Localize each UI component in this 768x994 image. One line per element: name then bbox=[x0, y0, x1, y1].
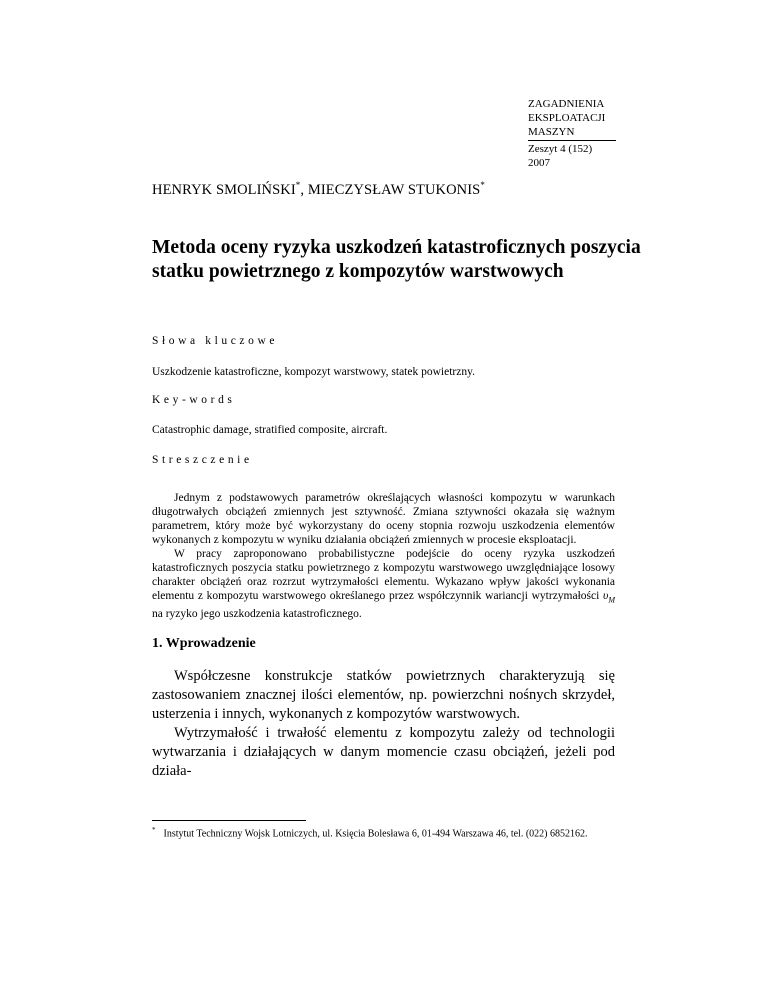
journal-name-line1: ZAGADNIENIA bbox=[528, 98, 605, 110]
keywords-en-heading: Key-words bbox=[152, 394, 236, 406]
body-paragraph-2: Wytrzymałość i trwałość elementu z kompozytu zależy od technologii wytwarzania i działających w danym momencie czasu obciążeń, jeżeli pod działa- bbox=[152, 725, 615, 779]
variance-coefficient-symbol: υ bbox=[603, 590, 609, 602]
journal-name-line2: EKSPLOATACJI bbox=[528, 112, 606, 124]
keywords-pl-heading: Słowa kluczowe bbox=[152, 335, 279, 347]
abstract-paragraph-2 bbox=[152, 547, 615, 621]
keywords-en-text: Catastrophic damage, stratified composite, aircraft. bbox=[152, 424, 388, 436]
journal-issue: Zeszyt 4 (152) 2007 bbox=[528, 140, 616, 170]
paper-title bbox=[152, 236, 672, 284]
abstract-paragraph-2-part-b: na ryzyko jego uszkodzenia katastroficznego. bbox=[152, 608, 362, 621]
abstract-paragraph-2-part-a: W pracy zaproponowano probabilistyczne podejście do oceny ryzyka uszkodzeń katastroficznych poszycia statku powietrznego z kompozytu warstwowego uwzględniające losowy charakter obciążeń oraz rozrzut wytrzymałości elementu. Wykazano wpływ jakości wykonania elementu z kompozytu warstwowego określanego przez współczynnik wariancji wytrzymałości bbox=[152, 548, 615, 602]
abstract-heading: Streszczenie bbox=[152, 454, 253, 466]
paper-title-line2: statku powietrznego z kompozytów warstwowych bbox=[152, 261, 564, 282]
journal-info bbox=[528, 97, 616, 170]
variance-coefficient-subscript: M bbox=[608, 595, 615, 605]
author-1: HENRYK SMOLIŃSKI bbox=[152, 181, 296, 198]
footnote-mark: * bbox=[152, 826, 156, 834]
author-1-footnote-mark: * bbox=[295, 180, 301, 190]
footnote-text: Instytut Techniczny Wojsk Lotniczych, ul. Księcia Bolesława 6, 01-494 Warszawa 46, tel. (022) 6852162. bbox=[163, 828, 588, 840]
author-2-footnote-mark: * bbox=[480, 180, 485, 190]
paper-title-line1: Metoda oceny ryzyka uszkodzeń katastroficznych poszycia bbox=[152, 237, 641, 258]
footnote bbox=[152, 826, 587, 839]
body-paragraph-1: Współczesne konstrukcje statków powietrznych charakteryzują się zastosowaniem znacznej ilości elementów, np. powierzchni nośnych skrzydeł, usterzenia i innych, wykonanych z kompozytów warstwowych. bbox=[152, 668, 615, 722]
section-heading: 1. Wprowadzenie bbox=[152, 636, 256, 651]
keywords-pl-text: Uszkodzenie katastroficzne, kompozyt warstwowy, statek powietrzny. bbox=[152, 366, 475, 378]
authors bbox=[152, 180, 485, 199]
footnote-divider bbox=[152, 820, 306, 821]
journal-name-line3: MASZYN bbox=[528, 126, 575, 138]
section-body bbox=[152, 667, 615, 781]
abstract bbox=[152, 491, 615, 621]
author-separator: , bbox=[300, 181, 308, 198]
abstract-paragraph-1: Jednym z podstawowych parametrów określających własności kompozytu w warunkach długotrwałych obciążeń zmiennych jest sztywność. Zmiana sztywności okazała się ważnym parametrem, który może być wykorzystany do oceny stopnia rozwoju uszkodzenia elementów wykonanych z kompozytu w wyniku działania obciążeń zmiennych w procesie eksploatacji. bbox=[152, 492, 615, 546]
author-2: MIECZYSŁAW STUKONIS bbox=[307, 181, 481, 198]
